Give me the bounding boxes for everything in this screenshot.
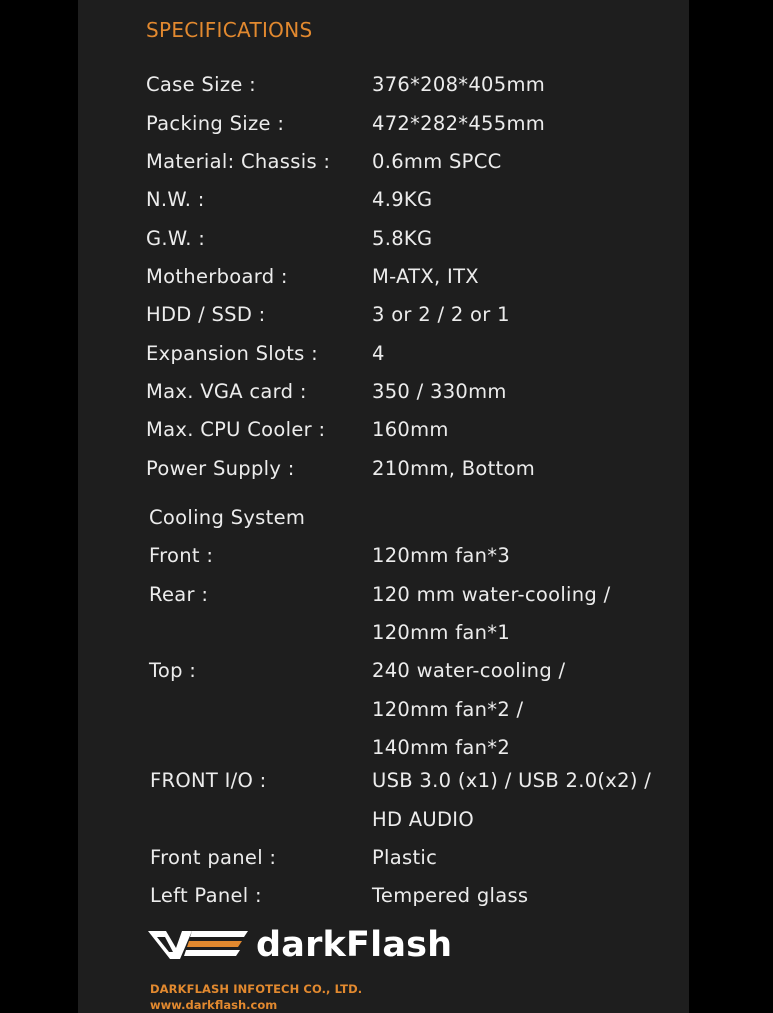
spec-heading: SPECIFICATIONS: [146, 18, 313, 42]
front-panel-value: Plastic: [372, 846, 438, 869]
front-io-label: FRONT I/O :: [150, 769, 267, 792]
cooling-system-title: Cooling System: [149, 506, 306, 529]
cooling-top-value-line-3: 140mm fan*2: [372, 736, 511, 759]
spec-value: 0.6mm SPCC: [372, 150, 502, 173]
spec-label: Max. VGA card :: [146, 380, 307, 403]
website-link[interactable]: www.darkflash.com: [150, 998, 278, 1012]
spec-value: 4: [372, 342, 385, 365]
front-panel-label: Front panel :: [150, 846, 277, 869]
spec-label: G.W. :: [146, 227, 206, 250]
spec-value: 210mm, Bottom: [372, 457, 536, 480]
company-name: DARKFLASH INFOTECH CO., LTD.: [150, 982, 363, 996]
spec-label: Packing Size :: [146, 112, 285, 135]
spec-label: HDD / SSD :: [146, 303, 266, 326]
cooling-top-value-line-2: 120mm fan*2 /: [372, 698, 524, 721]
darkflash-mark-icon: [148, 928, 248, 962]
spec-label: Material: Chassis :: [146, 150, 331, 173]
spec-value: 4.9KG: [372, 188, 433, 211]
spec-value: 472*282*455mm: [372, 112, 546, 135]
spec-value: 350 / 330mm: [372, 380, 507, 403]
cooling-top-value-line-1: 240 water-cooling /: [372, 659, 566, 682]
spec-value: 376*208*405mm: [372, 73, 546, 96]
spec-value: 5.8KG: [372, 227, 433, 250]
spec-label: Power Supply :: [146, 457, 295, 480]
cooling-front-label: Front :: [149, 544, 214, 567]
darkflash-logo: [148, 925, 452, 965]
cooling-top-label: Top :: [149, 659, 197, 682]
cooling-rear-value-line-1: 120 mm water-cooling /: [372, 583, 611, 606]
left-panel-label: Left Panel :: [150, 884, 262, 907]
spec-label: N.W. :: [146, 188, 205, 211]
spec-value: M-ATX, ITX: [372, 265, 479, 288]
spec-label: Max. CPU Cooler :: [146, 418, 326, 441]
spec-label: Motherboard :: [146, 265, 288, 288]
front-io-value-line-2: HD AUDIO: [372, 808, 475, 831]
spec-label: Case Size :: [146, 73, 257, 96]
spec-value: 160mm: [372, 418, 449, 441]
front-io-value-line-1: USB 3.0 (x1) / USB 2.0(x2) /: [372, 769, 652, 792]
cooling-front-value: 120mm fan*3: [372, 544, 511, 567]
cooling-rear-value-line-2: 120mm fan*1: [372, 621, 511, 644]
spec-label: Expansion Slots :: [146, 342, 319, 365]
cooling-rear-label: Rear :: [149, 583, 209, 606]
left-panel-value: Tempered glass: [372, 884, 529, 907]
spec-value: 3 or 2 / 2 or 1: [372, 303, 510, 326]
brand-name: darkFlash: [256, 925, 453, 965]
